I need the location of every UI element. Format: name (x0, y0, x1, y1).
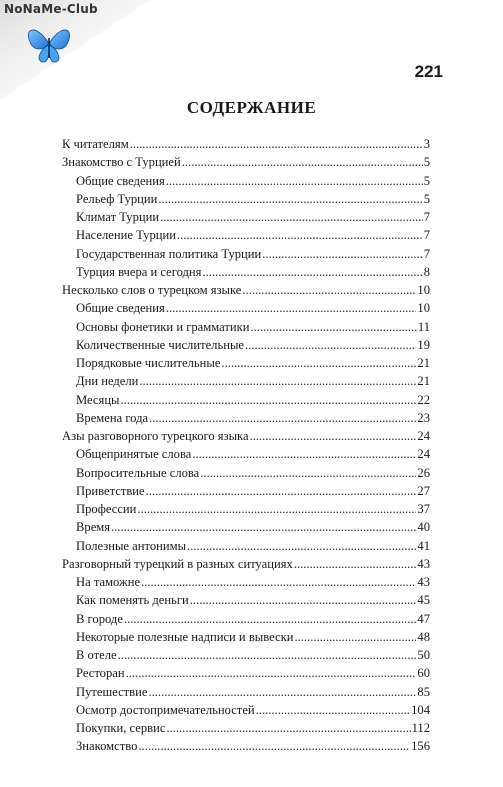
toc-entry-page: 5 (423, 191, 430, 206)
toc-entry-page: 47 (417, 611, 430, 626)
toc-entry-page: 156 (411, 739, 430, 754)
toc-entry (62, 719, 430, 737)
toc-entry-label: Осмотр достопримечательностей (76, 702, 255, 717)
toc-entry-page: 10 (417, 301, 430, 316)
toc-entry-page: 27 (417, 483, 430, 498)
toc-entry-label: Время (76, 520, 111, 535)
toc-entry (62, 646, 430, 664)
toc-dot-leader (177, 226, 423, 244)
toc-dot-leader (294, 628, 416, 646)
toc-entry (62, 537, 430, 555)
toc-entry (62, 427, 430, 445)
toc-entry-label: Турция вчера и сегодня (76, 264, 202, 279)
toc-entry (62, 409, 430, 427)
toc-dot-leader (202, 263, 422, 281)
toc-entry (62, 226, 430, 244)
toc-dot-leader (166, 172, 423, 190)
page-title: СОДЕРЖАНИЕ (186, 98, 317, 117)
toc-entry (62, 610, 430, 628)
toc-entry (62, 500, 430, 518)
toc-entry-page: 7 (423, 246, 430, 261)
toc-entry-page: 23 (417, 410, 430, 425)
toc-entry-page: 24 (417, 447, 430, 462)
toc-entry-label: Покупки, сервис (76, 721, 166, 735)
toc-dot-leader (141, 573, 416, 591)
toc-entry-page: 40 (417, 520, 430, 535)
toc-entry-label: На таможне (76, 575, 141, 589)
toc-entry (62, 737, 430, 755)
toc-dot-leader (158, 190, 422, 208)
toc-entry-page: 3 (423, 137, 430, 151)
toc-entry (62, 208, 430, 226)
toc-dot-leader (182, 153, 423, 171)
toc-entry (62, 591, 430, 609)
toc-entry (62, 701, 430, 719)
toc-entry-page: 41 (417, 538, 430, 553)
toc-entry-label: Месяцы (76, 392, 120, 407)
toc-entry-label: Полезные антонимы (76, 538, 187, 553)
toc-entry-page: 5 (423, 173, 430, 188)
toc-entry-page: 21 (417, 374, 430, 389)
toc-entry (62, 318, 430, 336)
toc-entry (62, 245, 430, 263)
toc-dot-leader (187, 537, 416, 555)
toc-entry (62, 153, 430, 171)
toc-entry-label: Разговорный турецкий в разных ситуациях (62, 556, 293, 571)
toc-entry-label: Приветствие (76, 483, 145, 498)
toc-dot-leader (146, 482, 417, 500)
toc-entry-label: Общие сведения (76, 301, 165, 316)
toc-entry-page: 26 (417, 465, 430, 480)
toc-entry-label: Несколько слов о турецком языке (62, 283, 242, 297)
table-of-contents (62, 135, 430, 756)
toc-entry (62, 299, 430, 317)
toc-entry-page: 24 (417, 429, 430, 443)
toc-entry (62, 336, 430, 354)
toc-entry-label: Порядковые числительные (76, 356, 221, 370)
toc-dot-leader (111, 518, 416, 536)
toc-dot-leader (221, 354, 416, 372)
toc-entry (62, 664, 430, 682)
toc-entry-label: Общие сведения (76, 173, 165, 188)
watermark-logo (0, 0, 150, 100)
toc-entry-page: 112 (411, 721, 430, 735)
toc-entry (62, 172, 430, 190)
toc-entry-label: К читателям (62, 137, 129, 151)
toc-dot-leader (250, 318, 416, 336)
toc-dot-leader (245, 336, 416, 354)
toc-entry (62, 445, 430, 463)
toc-entry (62, 464, 430, 482)
toc-entry-page: 22 (417, 392, 430, 407)
toc-dot-leader (256, 701, 410, 719)
toc-entry-page: 7 (423, 210, 430, 224)
toc-entry-label: Ресторан (76, 666, 125, 681)
toc-entry-label: Государственная политика Турции (76, 246, 262, 261)
toc-entry (62, 555, 430, 573)
toc-entry (62, 573, 430, 591)
toc-entry (62, 628, 430, 646)
toc-entry (62, 135, 430, 153)
toc-entry (62, 190, 430, 208)
toc-entry-label: Общепринятые слова (76, 447, 192, 462)
toc-dot-leader (118, 646, 417, 664)
toc-entry-label: В городе (76, 611, 123, 626)
toc-dot-leader (160, 208, 423, 226)
toc-entry-label: Путешествие (76, 684, 148, 699)
toc-entry-label: Дни недели (76, 374, 139, 389)
toc-entry-label: Основы фонетики и грамматики (76, 319, 250, 334)
toc-entry-label: Количественные числительные (76, 337, 244, 352)
toc-entry-page: 37 (417, 502, 430, 516)
toc-entry (62, 391, 430, 409)
toc-entry-page: 48 (417, 629, 430, 644)
toc-dot-leader (121, 391, 417, 409)
toc-entry-page: 60 (417, 666, 430, 681)
toc-entry-page: 43 (417, 556, 430, 571)
toc-dot-leader (138, 737, 410, 755)
toc-entry (62, 372, 430, 390)
toc-entry-label: Азы разговорного турецкого языка (62, 429, 249, 443)
toc-dot-leader (139, 372, 416, 390)
toc-entry-page: 11 (417, 319, 430, 334)
toc-dot-leader (166, 299, 417, 317)
toc-entry-label: В отеле (76, 648, 117, 662)
toc-dot-leader (192, 445, 416, 463)
toc-entry-label: Вопросительные слова (76, 465, 200, 480)
toc-dot-leader (148, 683, 416, 701)
toc-entry-page: 5 (423, 155, 430, 170)
toc-entry-label: Знакомство (76, 739, 138, 754)
toc-dot-leader (190, 591, 417, 609)
toc-entry-label: Как поменять деньги (76, 593, 189, 608)
toc-entry-page: 85 (417, 684, 430, 699)
toc-entry-page: 10 (417, 283, 430, 297)
toc-dot-leader (137, 500, 416, 518)
toc-entry-page: 19 (417, 337, 430, 352)
toc-dot-leader (242, 281, 416, 299)
toc-entry (62, 281, 430, 299)
toc-entry-page: 104 (411, 702, 430, 717)
toc-entry-page: 7 (423, 228, 430, 243)
toc-entry-page: 45 (417, 593, 430, 608)
toc-entry-label: Знакомство с Турцией (62, 155, 181, 170)
watermark-text: NoNaMe-Club (4, 2, 98, 16)
toc-entry-label: Времена года (76, 410, 149, 425)
toc-entry-label: Рельеф Турции (76, 191, 158, 206)
toc-entry (62, 482, 430, 500)
toc-entry-page: 21 (417, 356, 430, 370)
toc-dot-leader (124, 610, 416, 628)
toc-entry-label: Профессии (76, 502, 137, 516)
toc-entry-label: Население Турции (76, 228, 176, 243)
toc-dot-leader (130, 135, 423, 153)
toc-entry-label: Климат Турции (76, 210, 160, 224)
toc-entry-page: 43 (417, 575, 430, 589)
toc-entry-page: 50 (417, 648, 430, 662)
toc-entry (62, 263, 430, 281)
toc-entry (62, 354, 430, 372)
toc-dot-leader (294, 555, 417, 573)
toc-entry (62, 518, 430, 536)
toc-dot-leader (250, 427, 417, 445)
toc-entry-label: Некоторые полезные надписи и вывески (76, 629, 294, 644)
toc-dot-leader (149, 409, 416, 427)
page-number: 221 (414, 62, 443, 81)
toc-dot-leader (262, 245, 422, 263)
toc-dot-leader (200, 464, 416, 482)
toc-dot-leader (166, 719, 410, 737)
toc-entry-page: 8 (423, 264, 430, 279)
toc-dot-leader (126, 664, 417, 682)
toc-entry (62, 683, 430, 701)
